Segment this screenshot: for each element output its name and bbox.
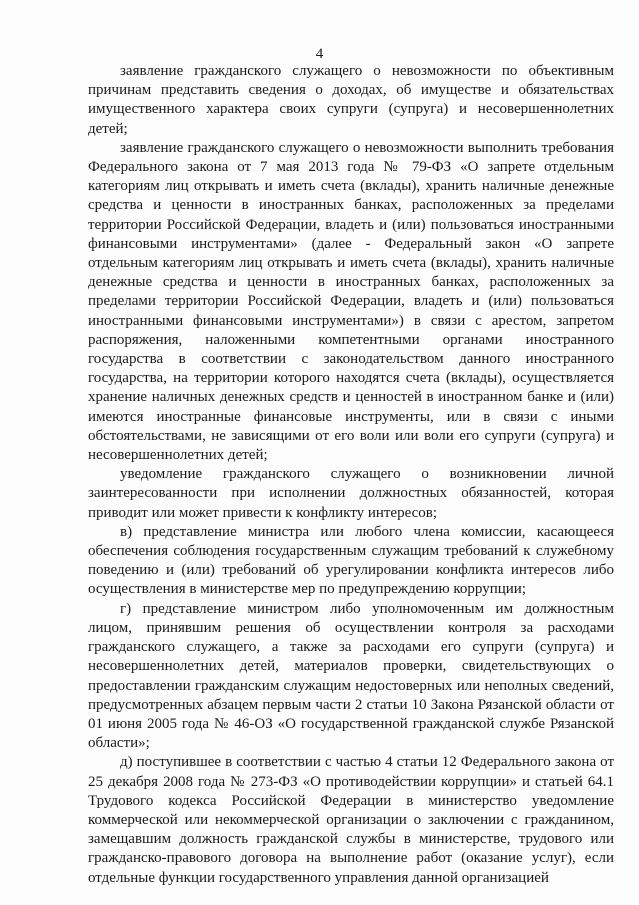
document-body: [88, 62, 614, 888]
page-number: 4: [315, 46, 324, 62]
paragraph-statement-foreign-accounts: заявление гражданского служащего о невозможности выполнить требования Федерального закона от 7 мая 2013 года № 79-ФЗ «О запрете отдельным категориям лиц открывать и иметь счета (вклады), хранить наличные денежные средства и ценности в иностранных банках, расположенных за пределами территории Российской Федерации, владеть и (или) пользоваться иностранными финансовыми инструментами» (далее - Федеральный закон «О запрете отдельным категориям лиц открывать и иметь счета (вклады), хранить наличные денежные средства и ценности в иностранных банках, расположенных за пределами территории Российской Федерации, владеть и (или) пользоваться иностранными финансовыми инструментами») в связи с арестом, запретом распоряжения, наложенными компетентными органами иностранного государства в соответствии с законодательством данного иностранного государства, на территории которого находятся счета (вклады), осуществляется хранение наличных денежных средств и ценностей в иностранном банке и (или) имеются иностранные финансовые инструменты, или в связи с иными обстоятельствами, не зависящими от его воли или воли его супруги (супруга) и несовершеннолетних детей;: [88, 139, 614, 464]
paragraph-statement-spouse-income: заявление гражданского служащего о невозможности по объективным причинам представить сведения о доходах, об имуществе и обязательствах имущественного характера своих супруги (супруга) и несовершеннолетних детей;: [88, 63, 614, 137]
paragraph-item-v: в) представление министра или любого члена комиссии, касающееся обеспечения соблюдения государственным служащим требований к служебному поведению и (или) требований об урегулировании конфликта интересов либо осуществления в министерстве мер по предупреждению коррупции;: [88, 523, 614, 598]
paragraph-notice-conflict-of-interest: уведомление гражданского служащего о возникновении личной заинтересованности при исполнении должностных обязанностей, которая приводит или может привести к конфликту интересов;: [88, 466, 614, 521]
paragraph-item-g: г) представление министром либо уполномоченным им должностным лицом, принявшим решения об осуществлении контроля за расходами гражданского служащего, а также за расходами его супруги (супруга) и несовершеннолетних детей, материалов проверки, свидетельствующих о предоставлении гражданским служащим недостоверных или неполных сведений, предусмотренных абзацем первым части 2 статьи 10 Закона Рязанской области от 01 июня 2005 года № 46-ОЗ «О государственной гражданской службе Рязанской области»;: [88, 600, 614, 752]
paragraph-item-d: д) поступившее в соответствии с частью 4 статьи 12 Федерального закона от 25 декабря 2008 года № 273-ФЗ «О противодействии коррупции» и статьей 64.1 Трудового кодекса Российской Федерации в министерство уведомление коммерческой или некоммерческой организации о заключении с гражданином, замещавшим должность гражданской службы в министерстве, трудового или гражданско-правового договора на выполнение работ (оказание услуг), если отдельные функции государственного управления данной организацией: [88, 754, 614, 886]
